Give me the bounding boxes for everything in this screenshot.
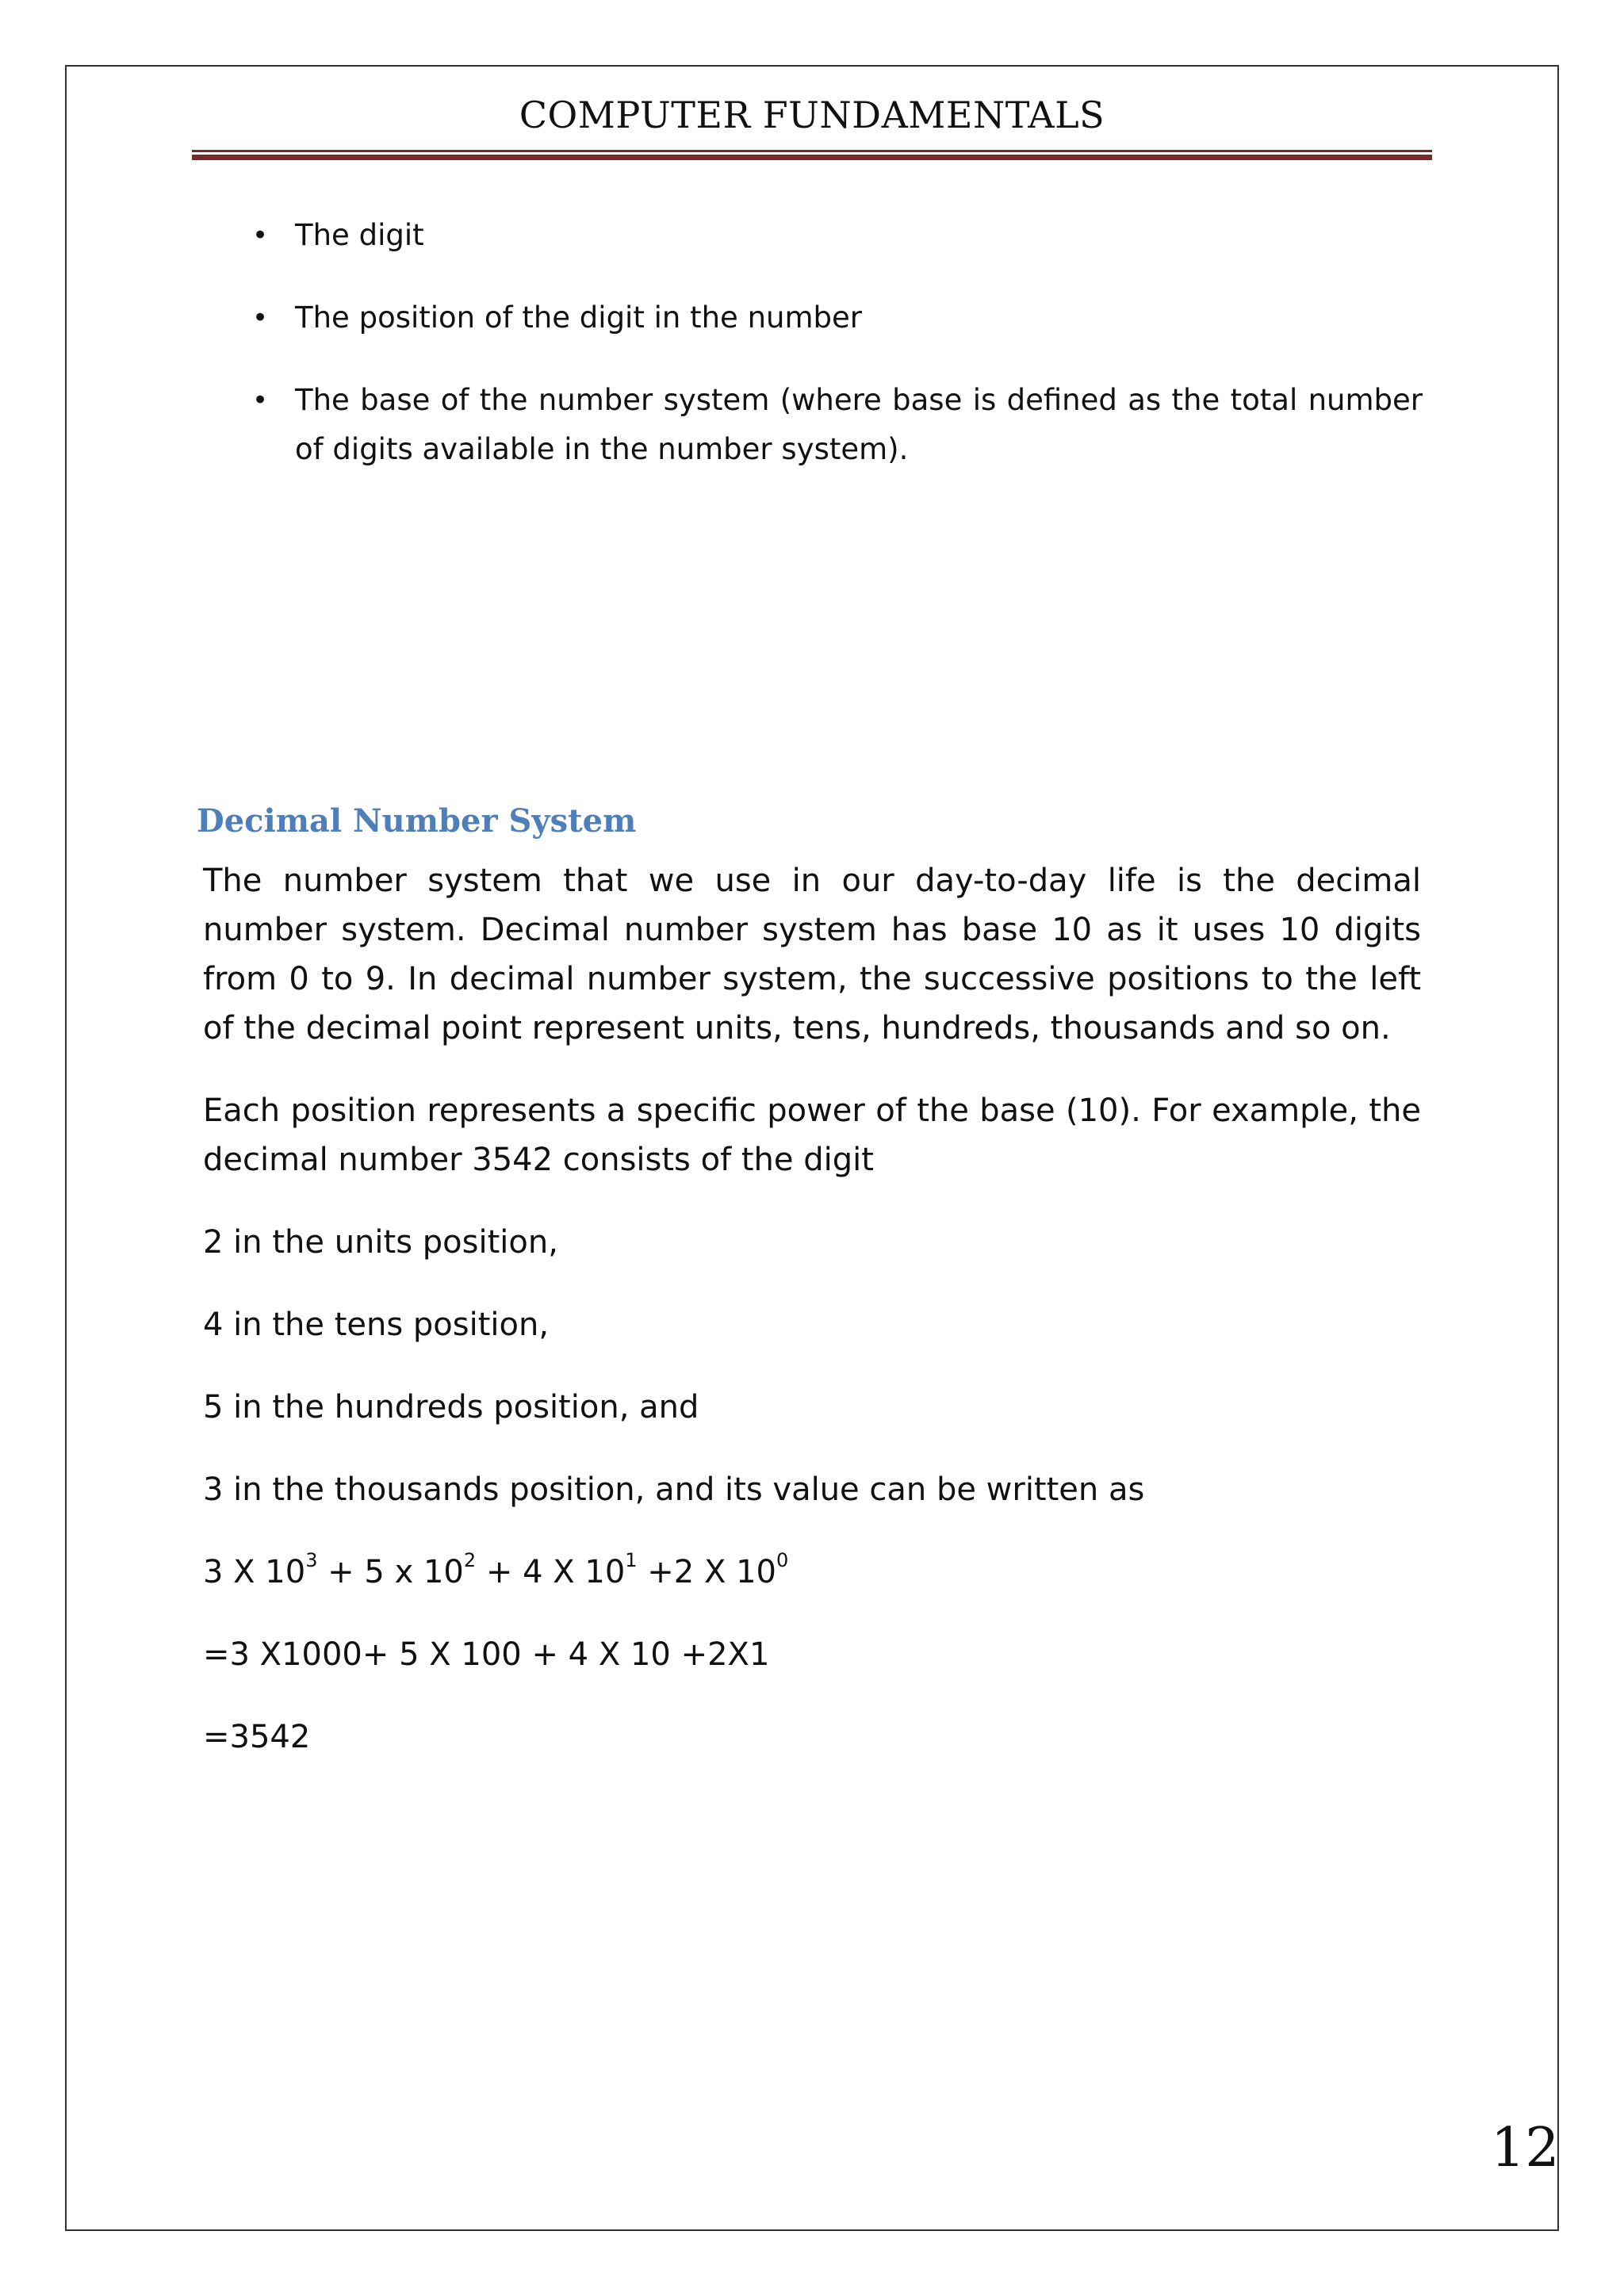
digit-line: 4 in the tens position, — [203, 1307, 550, 1343]
bullet-item — [246, 211, 1423, 260]
expansion-result: =3542 — [203, 1719, 311, 1755]
digit-line: 3 in the thousands position, and its value can be written as — [203, 1471, 1145, 1508]
formula-term: 3 X 10 — [203, 1554, 306, 1590]
page-number: 12 — [1491, 2117, 1560, 2179]
bullet-icon: • — [252, 302, 269, 334]
paragraph: The number system that we use in our day-to-day life is the decimal number system. Decimal number system has base 10 as it uses 10 digits from 0 to 9. In decimal number system, the successive positions to the left of the decimal point represent units, tens, hundreds, thousands and so on. — [203, 863, 1421, 1047]
digit-line: 2 in the units position, — [203, 1224, 558, 1261]
bullet-item — [246, 293, 1423, 342]
paragraph: Each position represents a specific power of the base (10). For example, the decimal number 3542 consists of the digit — [203, 1093, 1421, 1178]
header-rule — [192, 150, 1432, 161]
expansion-formula — [203, 1548, 1421, 1597]
digit-line: 5 in the hundreds position, and — [203, 1389, 699, 1425]
formula-exponent: 0 — [776, 1549, 789, 1571]
formula-term: + 4 X 10 — [476, 1554, 626, 1590]
bullet-icon: • — [252, 385, 269, 416]
formula-term: +2 X 10 — [637, 1554, 776, 1590]
formula-exponent: 1 — [625, 1549, 638, 1571]
header-rule-thick — [192, 155, 1432, 160]
bullet-item — [246, 376, 1423, 474]
body-content — [203, 856, 1421, 1795]
header-rule-thin — [192, 150, 1432, 152]
bullet-text: The position of the digit in the number — [295, 300, 862, 335]
bullet-text: The digit — [295, 218, 424, 252]
formula-term: + 5 x 10 — [317, 1554, 464, 1590]
section-heading: Decimal Number System — [197, 802, 637, 840]
bullet-text: The base of the number system (where base is defined as the total number of digits available in the number system). — [295, 383, 1423, 466]
expansion-step: =3 X1000+ 5 X 100 + 4 X 10 +2X1 — [203, 1636, 770, 1673]
formula-exponent: 3 — [305, 1549, 318, 1571]
header-title: COMPUTER FUNDAMENTALS — [519, 94, 1105, 136]
bullet-list — [246, 211, 1423, 507]
formula-exponent: 2 — [463, 1549, 477, 1571]
bullet-icon: • — [252, 220, 269, 251]
